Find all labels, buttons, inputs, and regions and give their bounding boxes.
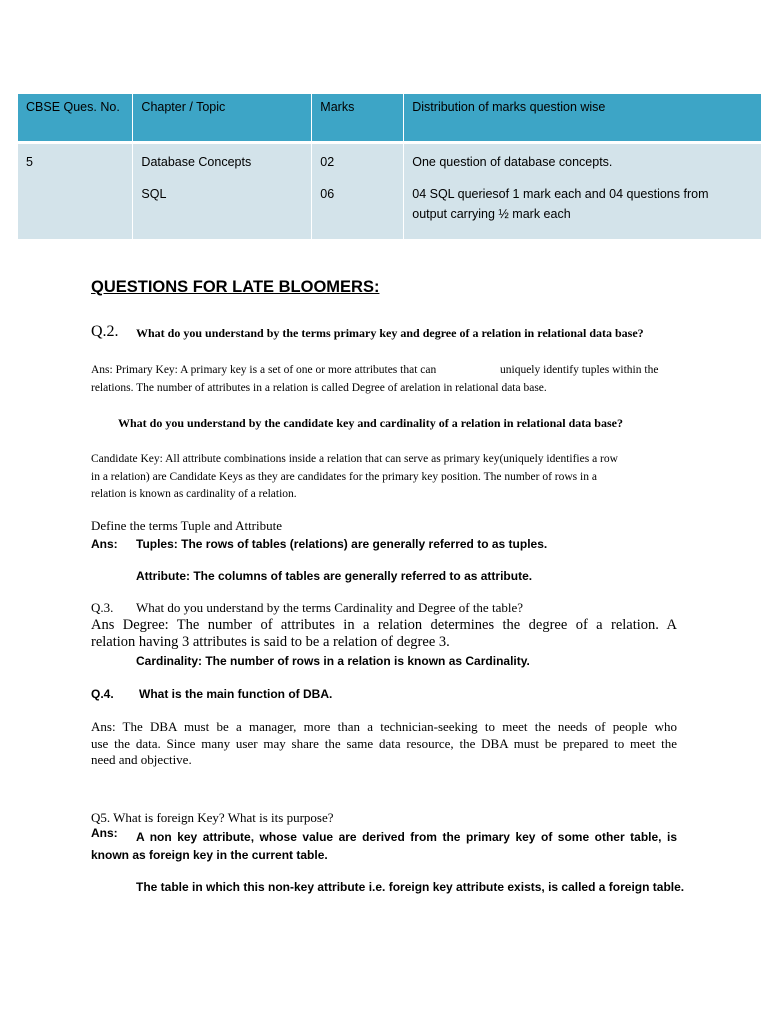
q2-answer-line2: relations. The number of attributes in a relation is called Degree of arelation in relational data base. bbox=[91, 382, 547, 394]
topic-database-concepts: Database Concepts bbox=[141, 154, 252, 169]
distribution-sql-line1: 04 SQL queriesof 1 mark each and 04 questions from bbox=[412, 186, 709, 201]
foreign-table-definition: The table in which this non-key attribute i.e. foreign key attribute exists, is called a foreign table. bbox=[136, 880, 685, 894]
cell-distribution bbox=[404, 142, 762, 239]
q3-question: What do you understand by the terms Cardinality and Degree of the table? bbox=[136, 600, 523, 615]
ques-no-value: 5 bbox=[26, 154, 33, 169]
distribution-database: One question of database concepts. bbox=[412, 154, 613, 169]
tuples-definition: Tuples: The rows of tables (relations) are generally referred to as tuples. bbox=[136, 537, 548, 551]
candidate-answer bbox=[91, 451, 676, 504]
marks-distribution-table bbox=[18, 94, 762, 239]
candidate-question: What do you understand by the candidate key and cardinality of a relation in relational data base? bbox=[118, 416, 623, 430]
q3-number: Q.3. bbox=[91, 600, 114, 615]
section-heading: QUESTIONS FOR LATE BLOOMERS: bbox=[91, 278, 380, 296]
cell-topic bbox=[133, 142, 312, 239]
q4-answer bbox=[91, 719, 677, 769]
q2-number: Q.2. bbox=[91, 323, 119, 340]
attribute-definition: Attribute: The columns of tables are generally referred to as attribute. bbox=[136, 569, 533, 583]
q4-question: What is the main function of DBA. bbox=[139, 687, 333, 701]
q4-number: Q.4. bbox=[91, 687, 114, 701]
q5-ans-label: Ans: bbox=[91, 826, 118, 840]
distribution-sql-line2: output carrying ½ mark each bbox=[412, 206, 571, 221]
q2-answer-line1a: Ans: Primary Key: A primary key is a set of one or more attributes that can bbox=[91, 364, 437, 376]
q4-answer-line2: use the data. Since many user may share the same data resource, the DBA must be prepared to meet the bbox=[91, 735, 677, 751]
marks-database-concepts: 02 bbox=[320, 154, 335, 169]
header-distribution: Distribution of marks question wise bbox=[404, 94, 762, 142]
table-header bbox=[18, 94, 762, 142]
header-chapter-topic: Chapter / Topic bbox=[133, 94, 312, 142]
q3-answer bbox=[91, 617, 677, 651]
candidate-line3: relation is known as cardinality of a relation. bbox=[91, 488, 297, 500]
cardinality-definition: Cardinality: The number of rows in a relation is known as Cardinality. bbox=[136, 654, 530, 668]
q5-answer-line2: known as foreign key in the current table. bbox=[91, 848, 328, 862]
tuple-ans-label: Ans: bbox=[91, 537, 118, 551]
q4-answer-line1: Ans: The DBA must be a manager, more than a technician-seeking to meet the needs of people who bbox=[91, 719, 677, 734]
q5-answer-line1: A non key attribute, whose value are derived from the primary key of some other table, is bbox=[136, 830, 677, 844]
cell-ques-no bbox=[18, 142, 133, 239]
table-header-row bbox=[18, 94, 762, 142]
candidate-line2: in a relation) are Candidate Keys as they are candidates for the primary key position. The number of rows in a bbox=[91, 470, 597, 483]
q5-answer-line1-wrap bbox=[136, 826, 677, 848]
q3-answer-line2: relation having 3 attributes is said to be a relation of degree 3. bbox=[91, 634, 450, 650]
q2-answer-line1b: uniquely identify tuples within the bbox=[500, 364, 659, 376]
topic-sql: SQL bbox=[141, 186, 167, 201]
q5-question: Q5. What is foreign Key? What is its purpose? bbox=[91, 810, 334, 825]
q2-question: What do you understand by the terms primary key and degree of a relation in relational data base? bbox=[136, 326, 644, 340]
cell-marks bbox=[312, 142, 404, 239]
tuple-question: Define the terms Tuple and Attribute bbox=[91, 518, 283, 533]
header-marks: Marks bbox=[312, 94, 404, 142]
q3-answer-line1: Ans Degree: The number of attributes in a relation determines the degree of a relation. A bbox=[91, 617, 677, 633]
q4-answer-line3: need and objective. bbox=[91, 752, 192, 767]
candidate-line1: Candidate Key: All attribute combinations inside a relation that can serve as primary key(uniquely identifies a row bbox=[91, 453, 618, 465]
table-row bbox=[18, 142, 762, 239]
marks-sql: 06 bbox=[320, 186, 335, 201]
header-ques-no: CBSE Ques. No. bbox=[18, 94, 133, 142]
